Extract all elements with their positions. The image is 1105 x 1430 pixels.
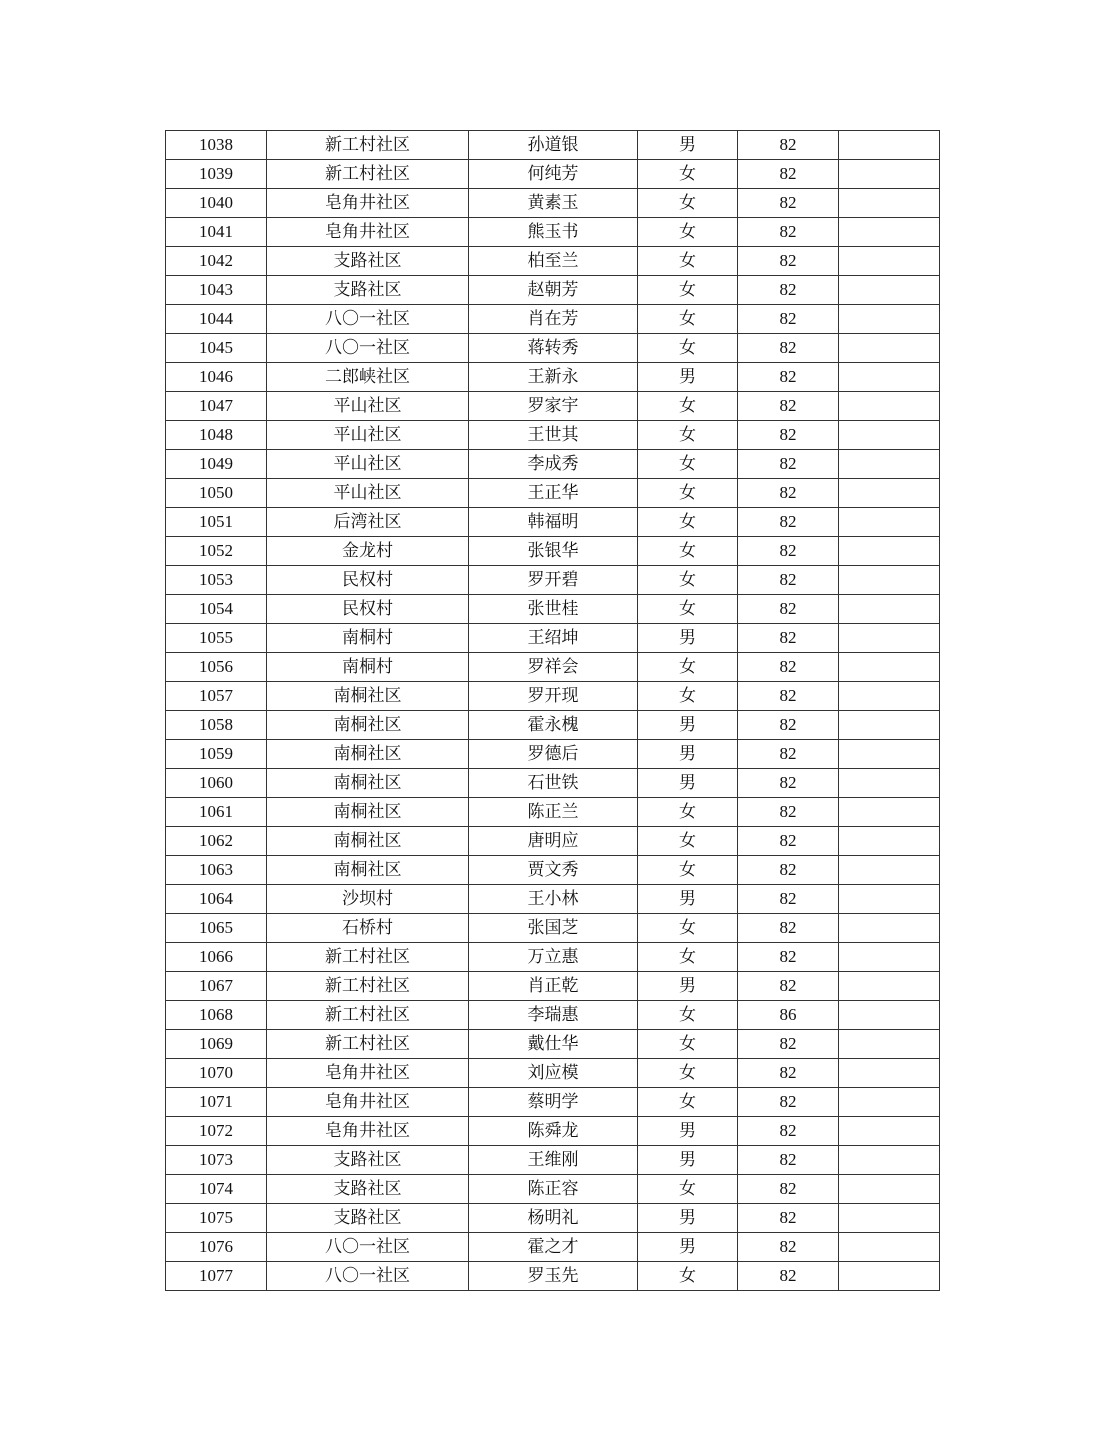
serial-number-cell: 1039 <box>166 160 267 189</box>
remark-cell <box>839 972 940 1001</box>
sex-cell: 男 <box>638 711 738 740</box>
sex-cell: 女 <box>638 566 738 595</box>
community-cell: 南桐社区 <box>267 740 469 769</box>
serial-number-cell: 1076 <box>166 1233 267 1262</box>
person-name-cell: 戴仕华 <box>469 1030 638 1059</box>
community-cell: 民权村 <box>267 595 469 624</box>
age-cell: 82 <box>738 450 839 479</box>
serial-number-cell: 1054 <box>166 595 267 624</box>
serial-number-cell: 1066 <box>166 943 267 972</box>
sex-cell: 女 <box>638 595 738 624</box>
sex-cell: 女 <box>638 421 738 450</box>
remark-cell <box>839 740 940 769</box>
sex-cell: 男 <box>638 885 738 914</box>
remark-cell <box>839 1146 940 1175</box>
community-cell: 南桐社区 <box>267 827 469 856</box>
table-row <box>166 711 940 740</box>
community-cell: 南桐社区 <box>267 798 469 827</box>
serial-number-cell: 1042 <box>166 247 267 276</box>
community-cell: 八〇一社区 <box>267 1262 469 1291</box>
roster-table-body <box>166 131 940 1291</box>
age-cell: 86 <box>738 1001 839 1030</box>
age-cell: 82 <box>738 856 839 885</box>
table-row <box>166 827 940 856</box>
person-name-cell: 肖在芳 <box>469 305 638 334</box>
person-name-cell: 陈舜龙 <box>469 1117 638 1146</box>
age-cell: 82 <box>738 1204 839 1233</box>
table-row <box>166 914 940 943</box>
age-cell: 82 <box>738 392 839 421</box>
sex-cell: 男 <box>638 1146 738 1175</box>
serial-number-cell: 1060 <box>166 769 267 798</box>
person-name-cell: 万立惠 <box>469 943 638 972</box>
community-cell: 新工村社区 <box>267 1030 469 1059</box>
sex-cell: 女 <box>638 1030 738 1059</box>
person-name-cell: 陈正容 <box>469 1175 638 1204</box>
age-cell: 82 <box>738 740 839 769</box>
remark-cell <box>839 1175 940 1204</box>
sex-cell: 女 <box>638 682 738 711</box>
community-cell: 二郎峡社区 <box>267 363 469 392</box>
community-cell: 平山社区 <box>267 392 469 421</box>
table-row <box>166 1204 940 1233</box>
person-name-cell: 罗玉先 <box>469 1262 638 1291</box>
table-row <box>166 798 940 827</box>
serial-number-cell: 1061 <box>166 798 267 827</box>
community-cell: 新工村社区 <box>267 160 469 189</box>
remark-cell <box>839 1059 940 1088</box>
age-cell: 82 <box>738 1117 839 1146</box>
age-cell: 82 <box>738 711 839 740</box>
age-cell: 82 <box>738 1233 839 1262</box>
person-name-cell: 霍永槐 <box>469 711 638 740</box>
table-row <box>166 537 940 566</box>
remark-cell <box>839 450 940 479</box>
person-name-cell: 王小林 <box>469 885 638 914</box>
remark-cell <box>839 160 940 189</box>
person-name-cell: 李成秀 <box>469 450 638 479</box>
sex-cell: 女 <box>638 537 738 566</box>
sex-cell: 男 <box>638 1233 738 1262</box>
community-cell: 民权村 <box>267 566 469 595</box>
age-cell: 82 <box>738 537 839 566</box>
sex-cell: 男 <box>638 131 738 160</box>
age-cell: 82 <box>738 276 839 305</box>
person-name-cell: 赵朝芳 <box>469 276 638 305</box>
table-row <box>166 247 940 276</box>
person-name-cell: 何纯芳 <box>469 160 638 189</box>
person-name-cell: 蔡明学 <box>469 1088 638 1117</box>
serial-number-cell: 1075 <box>166 1204 267 1233</box>
remark-cell <box>839 247 940 276</box>
age-cell: 82 <box>738 1175 839 1204</box>
table-row <box>166 653 940 682</box>
remark-cell <box>839 508 940 537</box>
person-name-cell: 张银华 <box>469 537 638 566</box>
age-cell: 82 <box>738 943 839 972</box>
remark-cell <box>839 363 940 392</box>
community-cell: 支路社区 <box>267 1175 469 1204</box>
sex-cell: 女 <box>638 508 738 537</box>
age-cell: 82 <box>738 885 839 914</box>
serial-number-cell: 1073 <box>166 1146 267 1175</box>
serial-number-cell: 1051 <box>166 508 267 537</box>
table-row <box>166 595 940 624</box>
serial-number-cell: 1068 <box>166 1001 267 1030</box>
serial-number-cell: 1044 <box>166 305 267 334</box>
roster-table <box>165 130 940 1291</box>
community-cell: 新工村社区 <box>267 972 469 1001</box>
age-cell: 82 <box>738 972 839 1001</box>
age-cell: 82 <box>738 131 839 160</box>
table-row <box>166 624 940 653</box>
table-row <box>166 305 940 334</box>
community-cell: 支路社区 <box>267 247 469 276</box>
sex-cell: 女 <box>638 914 738 943</box>
remark-cell <box>839 624 940 653</box>
person-name-cell: 王维刚 <box>469 1146 638 1175</box>
remark-cell <box>839 537 940 566</box>
table-row <box>166 1030 940 1059</box>
serial-number-cell: 1041 <box>166 218 267 247</box>
person-name-cell: 杨明礼 <box>469 1204 638 1233</box>
sex-cell: 女 <box>638 247 738 276</box>
person-name-cell: 张世桂 <box>469 595 638 624</box>
table-row <box>166 566 940 595</box>
person-name-cell: 孙道银 <box>469 131 638 160</box>
remark-cell <box>839 827 940 856</box>
person-name-cell: 罗德后 <box>469 740 638 769</box>
community-cell: 皂角井社区 <box>267 1117 469 1146</box>
person-name-cell: 王正华 <box>469 479 638 508</box>
table-row <box>166 885 940 914</box>
sex-cell: 女 <box>638 1088 738 1117</box>
remark-cell <box>839 914 940 943</box>
table-row <box>166 682 940 711</box>
remark-cell <box>839 421 940 450</box>
serial-number-cell: 1062 <box>166 827 267 856</box>
age-cell: 82 <box>738 653 839 682</box>
community-cell: 南桐社区 <box>267 769 469 798</box>
community-cell: 皂角井社区 <box>267 1059 469 1088</box>
age-cell: 82 <box>738 769 839 798</box>
sex-cell: 女 <box>638 1001 738 1030</box>
person-name-cell: 韩福明 <box>469 508 638 537</box>
serial-number-cell: 1046 <box>166 363 267 392</box>
remark-cell <box>839 885 940 914</box>
age-cell: 82 <box>738 682 839 711</box>
person-name-cell: 王绍坤 <box>469 624 638 653</box>
remark-cell <box>839 131 940 160</box>
community-cell: 平山社区 <box>267 450 469 479</box>
community-cell: 南桐村 <box>267 653 469 682</box>
sex-cell: 女 <box>638 450 738 479</box>
age-cell: 82 <box>738 624 839 653</box>
table-row <box>166 1117 940 1146</box>
serial-number-cell: 1077 <box>166 1262 267 1291</box>
age-cell: 82 <box>738 479 839 508</box>
sex-cell: 男 <box>638 769 738 798</box>
remark-cell <box>839 1117 940 1146</box>
serial-number-cell: 1049 <box>166 450 267 479</box>
sex-cell: 女 <box>638 160 738 189</box>
community-cell: 平山社区 <box>267 421 469 450</box>
table-row <box>166 769 940 798</box>
remark-cell <box>839 479 940 508</box>
person-name-cell: 黄素玉 <box>469 189 638 218</box>
community-cell: 皂角井社区 <box>267 218 469 247</box>
age-cell: 82 <box>738 305 839 334</box>
person-name-cell: 熊玉书 <box>469 218 638 247</box>
serial-number-cell: 1072 <box>166 1117 267 1146</box>
remark-cell <box>839 682 940 711</box>
age-cell: 82 <box>738 189 839 218</box>
person-name-cell: 罗家宇 <box>469 392 638 421</box>
serial-number-cell: 1050 <box>166 479 267 508</box>
community-cell: 支路社区 <box>267 1146 469 1175</box>
table-row <box>166 1233 940 1262</box>
community-cell: 皂角井社区 <box>267 189 469 218</box>
table-row <box>166 363 940 392</box>
remark-cell <box>839 392 940 421</box>
serial-number-cell: 1040 <box>166 189 267 218</box>
age-cell: 82 <box>738 508 839 537</box>
table-row <box>166 943 940 972</box>
table-row <box>166 856 940 885</box>
remark-cell <box>839 711 940 740</box>
sex-cell: 女 <box>638 334 738 363</box>
table-row <box>166 1001 940 1030</box>
age-cell: 82 <box>738 595 839 624</box>
sex-cell: 女 <box>638 479 738 508</box>
age-cell: 82 <box>738 160 839 189</box>
remark-cell <box>839 769 940 798</box>
sex-cell: 男 <box>638 972 738 1001</box>
sex-cell: 女 <box>638 798 738 827</box>
serial-number-cell: 1069 <box>166 1030 267 1059</box>
remark-cell <box>839 1233 940 1262</box>
table-row <box>166 508 940 537</box>
person-name-cell: 罗祥会 <box>469 653 638 682</box>
person-name-cell: 李瑞惠 <box>469 1001 638 1030</box>
sex-cell: 女 <box>638 392 738 421</box>
age-cell: 82 <box>738 827 839 856</box>
community-cell: 平山社区 <box>267 479 469 508</box>
person-name-cell: 唐明应 <box>469 827 638 856</box>
remark-cell <box>839 305 940 334</box>
table-row <box>166 189 940 218</box>
sex-cell: 女 <box>638 189 738 218</box>
serial-number-cell: 1038 <box>166 131 267 160</box>
table-row <box>166 1059 940 1088</box>
community-cell: 八〇一社区 <box>267 305 469 334</box>
age-cell: 82 <box>738 334 839 363</box>
person-name-cell: 肖正乾 <box>469 972 638 1001</box>
serial-number-cell: 1055 <box>166 624 267 653</box>
remark-cell <box>839 1030 940 1059</box>
table-row <box>166 218 940 247</box>
sex-cell: 男 <box>638 363 738 392</box>
serial-number-cell: 1053 <box>166 566 267 595</box>
community-cell: 八〇一社区 <box>267 334 469 363</box>
sex-cell: 女 <box>638 305 738 334</box>
serial-number-cell: 1059 <box>166 740 267 769</box>
remark-cell <box>839 566 940 595</box>
serial-number-cell: 1043 <box>166 276 267 305</box>
person-name-cell: 王新永 <box>469 363 638 392</box>
community-cell: 新工村社区 <box>267 1001 469 1030</box>
remark-cell <box>839 943 940 972</box>
community-cell: 南桐社区 <box>267 711 469 740</box>
person-name-cell: 贾文秀 <box>469 856 638 885</box>
table-row <box>166 160 940 189</box>
remark-cell <box>839 653 940 682</box>
age-cell: 82 <box>738 1059 839 1088</box>
table-row <box>166 276 940 305</box>
age-cell: 82 <box>738 1262 839 1291</box>
community-cell: 支路社区 <box>267 1204 469 1233</box>
age-cell: 82 <box>738 363 839 392</box>
table-row <box>166 1262 940 1291</box>
serial-number-cell: 1063 <box>166 856 267 885</box>
table-row <box>166 450 940 479</box>
remark-cell <box>839 334 940 363</box>
age-cell: 82 <box>738 1146 839 1175</box>
sex-cell: 男 <box>638 624 738 653</box>
remark-cell <box>839 595 940 624</box>
remark-cell <box>839 856 940 885</box>
age-cell: 82 <box>738 914 839 943</box>
remark-cell <box>839 218 940 247</box>
table-row <box>166 479 940 508</box>
serial-number-cell: 1052 <box>166 537 267 566</box>
person-name-cell: 罗开现 <box>469 682 638 711</box>
serial-number-cell: 1048 <box>166 421 267 450</box>
community-cell: 金龙村 <box>267 537 469 566</box>
community-cell: 南桐社区 <box>267 856 469 885</box>
community-cell: 南桐村 <box>267 624 469 653</box>
person-name-cell: 柏至兰 <box>469 247 638 276</box>
serial-number-cell: 1064 <box>166 885 267 914</box>
table-row <box>166 334 940 363</box>
sex-cell: 女 <box>638 276 738 305</box>
serial-number-cell: 1065 <box>166 914 267 943</box>
community-cell: 南桐社区 <box>267 682 469 711</box>
remark-cell <box>839 276 940 305</box>
serial-number-cell: 1047 <box>166 392 267 421</box>
table-row <box>166 740 940 769</box>
table-row <box>166 972 940 1001</box>
sex-cell: 女 <box>638 827 738 856</box>
person-name-cell: 刘应模 <box>469 1059 638 1088</box>
community-cell: 石桥村 <box>267 914 469 943</box>
serial-number-cell: 1056 <box>166 653 267 682</box>
community-cell: 后湾社区 <box>267 508 469 537</box>
table-row <box>166 1088 940 1117</box>
serial-number-cell: 1067 <box>166 972 267 1001</box>
age-cell: 82 <box>738 1088 839 1117</box>
serial-number-cell: 1070 <box>166 1059 267 1088</box>
age-cell: 82 <box>738 566 839 595</box>
remark-cell <box>839 1204 940 1233</box>
age-cell: 82 <box>738 1030 839 1059</box>
age-cell: 82 <box>738 421 839 450</box>
sex-cell: 女 <box>638 1175 738 1204</box>
table-row <box>166 1146 940 1175</box>
sex-cell: 男 <box>638 1204 738 1233</box>
remark-cell <box>839 1262 940 1291</box>
person-name-cell: 石世铁 <box>469 769 638 798</box>
sex-cell: 女 <box>638 1059 738 1088</box>
person-name-cell: 陈正兰 <box>469 798 638 827</box>
community-cell: 支路社区 <box>267 276 469 305</box>
sex-cell: 女 <box>638 1262 738 1291</box>
remark-cell <box>839 798 940 827</box>
table-row <box>166 1175 940 1204</box>
community-cell: 新工村社区 <box>267 943 469 972</box>
age-cell: 82 <box>738 798 839 827</box>
person-name-cell: 罗开碧 <box>469 566 638 595</box>
person-name-cell: 蒋转秀 <box>469 334 638 363</box>
serial-number-cell: 1058 <box>166 711 267 740</box>
remark-cell <box>839 1001 940 1030</box>
serial-number-cell: 1057 <box>166 682 267 711</box>
table-row <box>166 421 940 450</box>
table-row <box>166 131 940 160</box>
age-cell: 82 <box>738 247 839 276</box>
sex-cell: 男 <box>638 740 738 769</box>
sex-cell: 女 <box>638 218 738 247</box>
serial-number-cell: 1045 <box>166 334 267 363</box>
person-name-cell: 霍之才 <box>469 1233 638 1262</box>
age-cell: 82 <box>738 218 839 247</box>
remark-cell <box>839 189 940 218</box>
sex-cell: 女 <box>638 856 738 885</box>
sex-cell: 男 <box>638 1117 738 1146</box>
community-cell: 皂角井社区 <box>267 1088 469 1117</box>
community-cell: 新工村社区 <box>267 131 469 160</box>
table-row <box>166 392 940 421</box>
community-cell: 八〇一社区 <box>267 1233 469 1262</box>
sex-cell: 女 <box>638 943 738 972</box>
remark-cell <box>839 1088 940 1117</box>
serial-number-cell: 1071 <box>166 1088 267 1117</box>
community-cell: 沙坝村 <box>267 885 469 914</box>
person-name-cell: 张国芝 <box>469 914 638 943</box>
person-name-cell: 王世其 <box>469 421 638 450</box>
sex-cell: 女 <box>638 653 738 682</box>
serial-number-cell: 1074 <box>166 1175 267 1204</box>
